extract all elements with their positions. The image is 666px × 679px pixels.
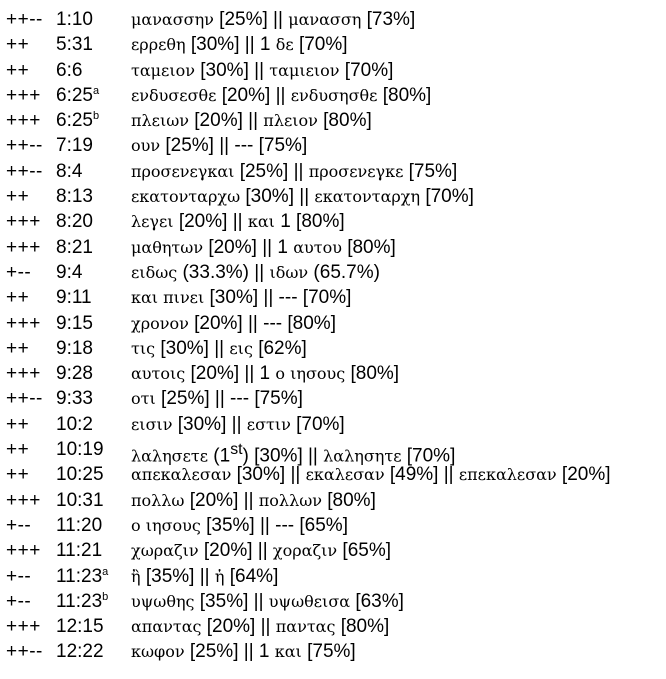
variant-row (6, 639, 662, 664)
agreement-signature: +++ (6, 236, 41, 258)
verse-number: 8:4 (56, 160, 83, 182)
greek-reading: ἡ (214, 566, 225, 586)
greek-reading: ουν (131, 136, 161, 156)
variant-row (6, 58, 662, 83)
agreement-signature: +++ (6, 110, 41, 132)
variant-row (6, 260, 662, 285)
variant-row (6, 83, 662, 108)
variant-readings (131, 614, 389, 639)
agreement-signature: +++ (6, 84, 41, 106)
reading-note: [80%] (345, 363, 400, 385)
verse-reference (56, 108, 99, 133)
variant-row (6, 159, 662, 184)
variant-row (6, 184, 662, 209)
reading-note: [70%] (401, 445, 456, 467)
greek-reading: απαντας (131, 617, 202, 637)
variant-readings (131, 159, 457, 184)
variant-readings (131, 58, 393, 83)
reading-note: [30%] || (172, 413, 247, 435)
verse-reference (56, 564, 108, 589)
verse-reference (56, 58, 82, 83)
verse-number: 9:15 (56, 312, 93, 334)
variant-row (6, 235, 662, 260)
greek-reading: προσενεγκε (308, 161, 404, 181)
greek-reading: αυτοις (131, 364, 186, 384)
greek-reading: εστιν (246, 414, 291, 434)
greek-reading: χρονον (131, 313, 189, 333)
reading-note: [25%] || 1 (184, 641, 275, 663)
verse-reference (56, 32, 93, 57)
greek-reading: χωραζιν (131, 541, 199, 561)
greek-reading: υψωθης (131, 591, 195, 611)
verse-reference (56, 538, 102, 563)
agreement-signature: ++ (6, 337, 30, 359)
greek-reading: απεκαλεσαν (131, 465, 232, 485)
verse-reference (56, 513, 102, 538)
variant-row (6, 437, 662, 467)
verse-number: 11:23 (56, 565, 103, 587)
reading-note: [20%] (556, 464, 611, 486)
verse-reference (56, 235, 93, 260)
greek-reading: ο ιησους (131, 515, 201, 535)
agreement-signature: ++ (6, 34, 30, 56)
reading-note: ) [30%] || (242, 445, 324, 467)
verse-number: 10:31 (56, 489, 104, 511)
variant-readings (131, 7, 415, 32)
reading-note: [30%] || (240, 186, 315, 208)
reading-note: [30%] || (194, 59, 270, 81)
verse-number: 1:10 (56, 9, 93, 30)
reading-note: [80%] (341, 236, 396, 258)
agreement-signature: +-- (6, 514, 32, 536)
variant-readings (131, 538, 391, 563)
variant-readings (131, 564, 278, 589)
variant-readings (131, 32, 348, 57)
reading-note: [35%] || (194, 590, 269, 612)
verse-reference (56, 639, 104, 664)
reading-note: [30%] || (231, 464, 306, 486)
reading-note: 1 [80%] (274, 211, 345, 233)
variant-readings (131, 361, 399, 386)
agreement-signature: +-- (6, 565, 32, 587)
verse-number: 10:25 (56, 464, 104, 486)
greek-reading: ταμιειον (269, 60, 340, 80)
variant-list (6, 7, 662, 665)
verse-reference (56, 386, 93, 411)
verse-reference (56, 159, 82, 184)
variant-readings (131, 184, 474, 209)
verse-number: 8:21 (56, 236, 93, 258)
verse-number: 6:25 (56, 84, 93, 106)
verse-number: 12:22 (56, 641, 104, 663)
variant-readings (131, 235, 396, 260)
agreement-signature: +++ (6, 312, 41, 334)
variant-row (6, 361, 662, 386)
verse-number: 9:33 (56, 388, 93, 410)
variant-row (6, 209, 662, 234)
greek-reading: επεκαλεσαν (458, 465, 557, 485)
greek-reading: πολλω (131, 490, 185, 510)
reading-note: [20%] || (216, 84, 291, 106)
reading-note: [35%] || --- [65%] (200, 514, 348, 536)
reading-note: [20%] || (198, 540, 273, 562)
greek-reading: ερρεθη (131, 35, 186, 55)
verse-reference (56, 184, 93, 209)
reading-note: [70%] (293, 34, 348, 56)
variant-readings (131, 386, 303, 411)
greek-reading: πλειον (263, 111, 318, 131)
verse-reference (56, 7, 93, 32)
greek-reading: εις (229, 338, 253, 358)
reading-note: [25%] || (234, 160, 309, 182)
variant-row (6, 589, 662, 614)
greek-reading: παντας (275, 617, 336, 637)
variant-row (6, 386, 662, 411)
variant-row (6, 488, 662, 513)
reading-note: [30%] || --- [70%] (204, 287, 352, 309)
variant-row (6, 614, 662, 639)
verse-reference (56, 437, 104, 462)
reading-note: [75%] (403, 160, 458, 182)
agreement-signature: +++ (6, 489, 41, 511)
variant-row (6, 412, 662, 437)
verse-suffix: a (102, 565, 109, 578)
verse-number: 6:6 (56, 59, 83, 81)
agreement-signature: +++ (6, 616, 41, 638)
reading-note: [20%] || (201, 616, 276, 638)
greek-reading: δε (275, 35, 294, 55)
variant-row (6, 285, 662, 310)
agreement-signature: +++ (6, 363, 41, 385)
greek-reading: μαθητων (131, 237, 204, 257)
verse-number: 8:20 (56, 211, 93, 233)
reading-note: [80%] (321, 489, 376, 511)
verse-number: 10:2 (56, 413, 93, 435)
reading-note: [20%] || 1 (185, 363, 276, 385)
variant-readings (131, 83, 431, 108)
agreement-signature: ++ (6, 186, 30, 208)
reading-note: [64%] (224, 565, 279, 587)
verse-reference (56, 285, 92, 310)
agreement-signature: ++-- (6, 160, 43, 182)
reading-note: (65.7%) (308, 261, 380, 283)
variant-row (6, 564, 662, 589)
greek-reading: υψωθεισα (268, 591, 351, 611)
greek-reading: πολλων (258, 490, 322, 510)
variant-row (6, 133, 662, 158)
variant-readings (131, 133, 307, 158)
verse-number: 8:13 (56, 186, 93, 208)
ordinal-suffix: st (230, 441, 243, 459)
greek-reading: εισιν (131, 414, 173, 434)
verse-reference (56, 133, 93, 158)
variant-row (6, 462, 662, 487)
verse-reference (56, 488, 104, 513)
variant-row (6, 311, 662, 336)
greek-reading: μανασση (288, 10, 362, 29)
agreement-signature: +++ (6, 211, 41, 233)
verse-reference (56, 361, 93, 386)
agreement-signature: ++-- (6, 641, 43, 663)
agreement-signature: +-- (6, 261, 32, 283)
verse-reference (56, 260, 82, 285)
greek-reading: τις (131, 338, 156, 358)
variant-readings (131, 336, 307, 361)
verse-number: 7:19 (56, 135, 93, 157)
reading-note: [70%] (339, 59, 394, 81)
greek-reading: μανασσην (131, 10, 214, 29)
greek-reading: προσενεγκαι (131, 161, 235, 181)
variant-readings (131, 412, 345, 437)
verse-reference (56, 209, 93, 234)
greek-reading: ο ιησους (275, 364, 346, 384)
reading-note: (33.3%) || (177, 261, 270, 283)
greek-reading: ενδυσησθε (290, 85, 378, 105)
reading-note: [65%] (337, 540, 392, 562)
variant-readings (131, 462, 611, 487)
verse-number: 6:25 (56, 110, 93, 132)
greek-reading: εκαλεσαν (305, 465, 385, 485)
reading-note: [62%] (252, 337, 307, 359)
variant-row (6, 336, 662, 361)
verse-number: 11:23 (56, 590, 103, 612)
greek-reading: λαλησητε (323, 446, 402, 466)
verse-number: 10:19 (56, 439, 104, 461)
greek-reading: αυτου (293, 237, 342, 257)
greek-reading: ιδων (269, 262, 309, 282)
reading-note: [25%] || --- [75%] (160, 135, 308, 157)
greek-reading: λαλησετε (131, 446, 209, 466)
reading-note: [25%] || --- [75%] (155, 388, 303, 410)
reading-note: [20%] || 1 (203, 236, 294, 258)
verse-reference (56, 589, 108, 614)
verse-number: 11:20 (56, 514, 103, 536)
reading-note: [35%] || (140, 565, 215, 587)
verse-suffix: a (92, 84, 100, 97)
greek-reading: ἢ (131, 566, 141, 586)
greek-reading: πλειων (131, 111, 189, 131)
variant-row (6, 32, 662, 57)
agreement-signature: ++ (6, 464, 30, 486)
reading-note: [30%] || (155, 337, 230, 359)
greek-reading: οτι (131, 389, 156, 409)
variant-readings (131, 311, 336, 336)
greek-reading: ταμειον (131, 60, 195, 80)
variant-readings (131, 589, 404, 614)
variant-readings (131, 209, 345, 234)
reading-note: [20%] || --- [80%] (188, 312, 336, 334)
verse-number: 12:15 (56, 616, 104, 638)
reading-note: [73%] (361, 9, 416, 30)
variant-row (6, 108, 662, 133)
greek-reading: και (274, 642, 302, 662)
reading-note: [70%] (420, 186, 474, 208)
verse-number: 9:18 (56, 337, 93, 359)
agreement-signature: ++ (6, 287, 30, 309)
greek-reading: εκατονταρχη (314, 187, 421, 207)
reading-note: [80%] (317, 110, 372, 132)
variant-row (6, 513, 662, 538)
agreement-signature: +-- (6, 590, 32, 612)
verse-number: 9:4 (56, 261, 83, 283)
reading-note: [20%] || (189, 110, 264, 132)
verse-reference (56, 462, 104, 487)
variant-readings (131, 488, 376, 513)
reading-note: [49%] || (384, 464, 459, 486)
verse-suffix: b (102, 590, 109, 603)
verse-number: 5:31 (56, 34, 93, 56)
variant-readings (131, 285, 351, 310)
greek-reading: ειδως (131, 262, 178, 282)
agreement-signature: ++-- (6, 9, 43, 30)
variant-readings (131, 260, 380, 285)
variant-readings (131, 639, 356, 664)
reading-note: [80%] (377, 84, 432, 106)
reading-note: [80%] (335, 616, 390, 638)
reading-note: [20%] || (173, 211, 248, 233)
greek-reading: εκατονταρχω (131, 187, 241, 207)
agreement-signature: ++ (6, 413, 30, 435)
reading-note: [63%] (350, 590, 404, 612)
greek-reading: χοραζιν (272, 541, 338, 561)
variant-readings (131, 513, 348, 538)
reading-note: [75%] (301, 641, 356, 663)
reading-note: [20%] || (184, 489, 259, 511)
reading-note: [30%] || 1 (185, 34, 276, 56)
reading-note: [70%] (290, 413, 345, 435)
verse-number: 9:11 (56, 287, 92, 309)
verse-suffix: b (92, 110, 100, 123)
reading-note: (1 (208, 445, 231, 467)
greek-reading: και πινει (131, 288, 205, 308)
verse-number: 11:21 (56, 540, 103, 562)
verse-number: 9:28 (56, 363, 93, 385)
agreement-signature: +++ (6, 540, 41, 562)
verse-reference (56, 412, 93, 437)
greek-reading: και (247, 212, 275, 232)
verse-reference (56, 336, 93, 361)
agreement-signature: ++-- (6, 135, 43, 157)
agreement-signature: ++ (6, 59, 30, 81)
reading-note: [25%] || (213, 9, 289, 30)
greek-reading: ενδυσεσθε (131, 85, 217, 105)
variant-row (6, 538, 662, 563)
variant-readings (131, 108, 372, 133)
verse-reference (56, 614, 104, 639)
verse-reference (56, 311, 93, 336)
verse-reference (56, 83, 99, 108)
variant-row (6, 7, 662, 32)
agreement-signature: ++ (6, 439, 30, 461)
agreement-signature: ++-- (6, 388, 43, 410)
greek-reading: κωφον (131, 642, 185, 662)
greek-reading: λεγει (131, 212, 174, 232)
